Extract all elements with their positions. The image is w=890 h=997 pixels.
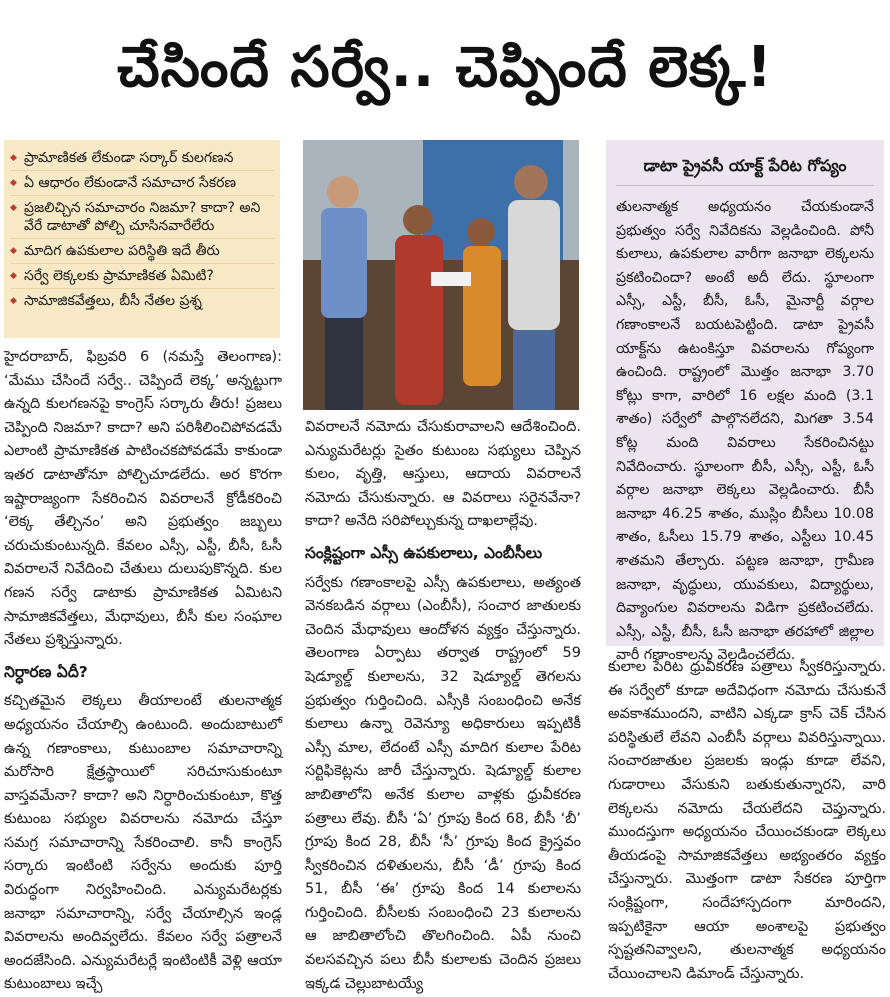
article-column-2 <box>305 416 581 992</box>
sidebar-box <box>606 140 884 664</box>
highlights-box <box>4 140 280 338</box>
article-paragraph: కచ్చితమైన లెక్కలు తీయాలంటే తులనాత్మక అధ్యయనం చేయాల్సి ఉంటుంది. అందుబాటులో ఉన్న గణాంకాలు, కుటుంబాల సమాచారాన్ని మరోసారి క్షేత్రస్థాయిలో సరిచూసుకుంటూ వాస్తవమేనా? కాదా? అని నిర్ధారించుకుంటూ, కొత్త కుటుంబ సభ్యుల వివరాలను నమోదు చేస్తూ సమగ్ర సమాచారాన్ని సేకరించాలి. కానీ కాంగ్రెస్ సర్కారు ఇంటింటి సర్వేను అందుకు పూర్తి విరుద్ధంగా నిర్వహించింది. ఎన్యుమరేటర్లకు జనాభా సమాచారాన్ని, సర్వే చేయాల్సిన ఇండ్ల వివరాలను అందివ్వలేదు. కేవలం సర్వే పత్రాలనే అందజేసింది. ఎన్యుమరేటర్లే ఇంటింటికీ వెళ్లి ఆయా కుటుంబాలు ఇచ్చే <box>4 693 282 993</box>
headline: చేసిందే సర్వే.. చెప్పిందే లెక్క! <box>117 35 773 100</box>
article-intro: హైదరాబాద్, ఫిబ్రవరి 6 (నమస్తే తెలంగాణ): ‘మేము చేసిందే సర్వే.. చెప్పిందే లెక్క’ అన్నట్టుగా ఉన్నది కులగణనపై కాంగ్రెస్ సర్కారు తీరు! ప్రజలు చెప్పింది నిజమా? కాదా? అని పరిశీలించిపోవడమే ఎలాంటి ప్రామాణికత పాటించకపోవడమే కాకుండా ఇతర డాటాతోనూ పోల్చిచూడలేదు. అర కొరగా ఇష్టారాజ్యంగా సేకరించిన వివరాలనే క్రోడీకరించి ‘లెక్క తేల్చినం’ అని ప్రభుత్వం జబ్బలు చరుచుకుంటున్నది. కేవలం ఎస్సీ, ఎస్టీ, బీసీ, ఓసీ వివరాలనే నివేదించి చేతులు దులుపుకొన్నది. కుల గణన సర్వే డాటాకు ప్రామాణికత ఏమిటని సామాజికవేత్తలు, మేధావులు, బీసీ కుల సంఘాల నేతలు ప్రశ్నిస్తున్నారు. <box>4 349 282 649</box>
article-paragraph: సర్వేకు గణాంకాలపై ఎస్సీ ఉపకులాలు, అత్యంత వెనకబడిన వర్గాలు (ఎంబీసీ), సంచార జాతులకు చెందిన మేధావులు ఆందోళన వ్యక్తం చేస్తున్నారు. తెలంగాణ ఏర్పాటు తర్వాత రాష్ట్రంలో 59 షెడ్యూల్డ్ కులాలను, 32 షెడ్యూల్డ్ తెగలను ప్రభుత్వం గుర్తించింది. ఎస్సీకి సంబంధించి అనేక కులాలు ఉన్నా రెవెన్యూ అధికారులు ఇప్పటికీ ఎస్సీ మాల, లేదంటే ఎస్సీ మాదిగ కులాల పేరిట సర్టిఫికెట్లను జారీ చేస్తున్నారు. షెడ్యూల్డ్ కులాల జాబితాలోని అనేక కులాల వాళ్లకు ధ్రువీకరణ పత్రాలు లేవు. బీసీ ‘ఏ’ గ్రూపు కింద 68, బీసీ ‘బీ’ గ్రూపు కింద 28, బీసీ ‘సీ’ గ్రూపు కింద క్రైస్తవం స్వీకరించిన దళితులను, బీసీ ‘డీ’ గ్రూపు కింద 51, బీసీ ‘ఈ’ గ్రూపు కింద 14 కులాలను గుర్తించింది. బీసీలకు సంబంధించి 23 కులాలను ఆ జాబితాలోంచి తొలగించింది. ఏపీ నుంచి వలసవచ్చిన పలు బీసీ కులాలకు చెందిన ప్రజలు ఇక్కడ చెల్లుబాటయ్యే <box>305 574 581 992</box>
article-paragraph: కులాల పేరిట ధ్రువీకరణ పత్రాలు స్వీకరిస్తున్నారు. ఈ సర్వేలో కూడా అదేవిధంగా నమోదు చేసుకునే అవకాశముందని, వాటిని ఎక్కడా క్రాస్ చెక్ చేసిన పరిస్థితులే లేవని ఎంబీసీ వర్గాలు వివరిస్తున్నాయి. సంచారజాతుల ప్రజలకు ఇండ్లు కూడా లేవని, గుడారాలు వేసుకుని బతుకుతున్నారని, వారి లెక్కలను నమోదు చేయలేదని చెప్తున్నారు. ముందస్తుగా అధ్యయనం చేయించకుండా లెక్కలు తీయడంపై సామాజికవేత్తలు అభ్యంతరం వ్యక్తం చేస్తున్నారు. మొత్తంగా డాటా సేకరణ పూర్తిగా సంక్లిష్టంగా, సందేహాస్పదంగా మారిందని, ఇప్పటికైనా ఆయా అంశాలపై ప్రభుత్వం స్పష్టతనివ్వాలని, తులనాత్మక అధ్యయనం చేయించాలని డిమాండ్ చేస్తున్నారు. <box>608 659 886 982</box>
highlights-list <box>10 146 274 313</box>
highlight-item: ◆ మాదిగ ఉపకులాల పరిస్థితి ఇదే తీరు <box>10 239 274 264</box>
subheading-verification: నిర్ధారణ ఏదీ? <box>4 662 88 681</box>
highlight-item: ◆ ప్రజలిచ్చిన సమాచారం నిజమా? కాదా? అని వేరే డాటాతో పోల్చి చూసినవారేలేరు <box>10 196 274 239</box>
highlight-item: ◆ సామాజికవేత్తలు, బీసీ నేతల ప్రశ్న <box>10 289 274 313</box>
highlight-item: ◆ ప్రామాణికత లేకుండా సర్కార్ కులగణన <box>10 146 274 171</box>
highlight-item: ◆ సర్వే లెక్కలకు ప్రామాణికత ఏమిటి? <box>10 264 274 289</box>
subheading-sc-subcastes: సంక్లిష్టంగా ఎస్సీ ఉపకులాలు, ఎంబీసీలు <box>305 543 543 562</box>
highlight-item: ◆ ఏ ఆధారం లేకుండానే సమాచార సేకరణ <box>10 171 274 196</box>
article-column-3 <box>608 656 886 982</box>
survey-photo <box>303 140 579 410</box>
sidebar-title: డాటా ప్రైవసీ యాక్ట్ పేరిట గోప్యం <box>616 156 874 186</box>
sidebar-body: తులనాత్మక అధ్యయనం చేయకుండానే ప్రభుత్వం సర్వే నివేదికను వెల్లడించింది. పోనీ కులాలు, ఉపకులాల వారీగా జనాభా లెక్కలను ప్రకటించిందా? అంటే అదీ లేదు. స్థూలంగా ఎస్సీ, ఎస్టీ, బీసీ, ఓసీ, మైనార్టీ వర్గాల గణాంకాలనే బయటపెట్టింది. డాటా ప్రైవసీ యాక్ట్‌ను ఉటంకిస్తూ వివరాలను గోప్యంగా ఉంచింది. రాష్ట్రంలో మొత్తం జనాభా 3.70 కోట్లు కాగా, వారిలో 16 లక్షల మంది (3.1 శాతం) సర్వేలో పాల్గొనలేదని, మిగతా 3.54 కోట్ల మంది వివరాలు సేకరించినట్టు నివేదించారు. స్థూలంగా బీసీ, ఎస్సీ, ఎస్టీ, ఓసీ వర్గాల జనాభా లెక్కలు వెల్లడించారు. బీసీ జనాభా 46.25 శాతం, ముస్లిం బీసీలు 10.08 శాతం, ఓసీలు 15.79 శాతం, ఎస్టీలు 10.45 శాతమని తేల్చారు. పట్టణ జనాభా, గ్రామీణ జనాభా, వృద్ధులు, యువకులు, విద్యార్థులు, దివ్యాంగుల వివరాలను విడిగా ప్రకటించలేదు. ఎస్సీ, ఎస్టీ, బీసీ, ఓసీ జనాభా తరహాలో జిల్లాల వారీ గణాంకాలను వెల్లడించలేదు. <box>616 199 874 664</box>
article-paragraph: వివరాలనే నమోదు చేసుకురావాలని ఆదేశించింది. ఎన్యుమరేటర్లు సైతం కుటుంబ సభ్యులు చెప్పిన కులం, వృత్తి, ఆస్తులు, ఆదాయ వివరాలనే నమోదు చేసుకున్నారు. ఆ వివరాలు సరైనవేనా? కాదా? అనేది సరిపోల్చుకున్న దాఖలాల్లేవు. <box>305 419 581 530</box>
article-column-1 <box>4 346 282 993</box>
survey-photo-illustration <box>303 140 579 410</box>
